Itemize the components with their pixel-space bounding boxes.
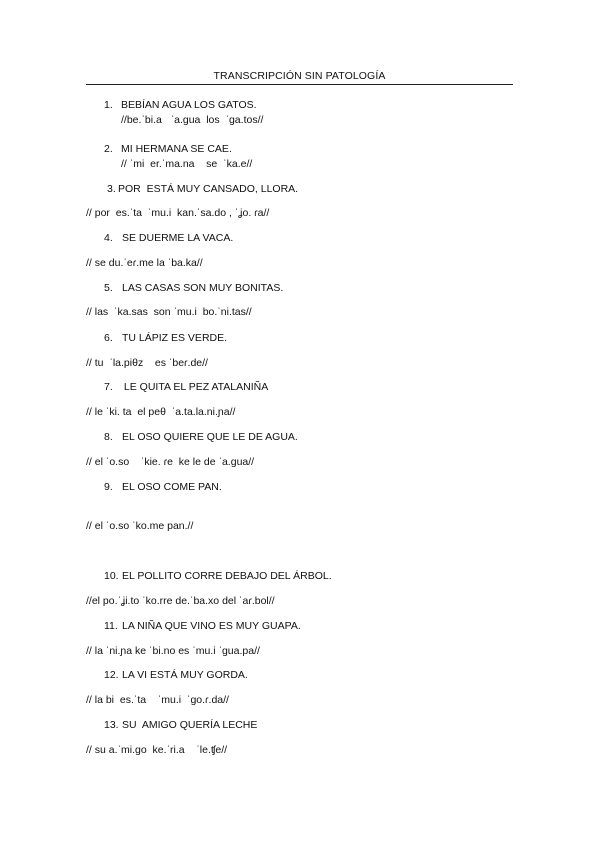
item-number: 10.	[104, 570, 119, 582]
item-transcription: // se du.ˈeɾ.me la ˈba.ka//	[86, 257, 203, 269]
item-transcription: // su a.ˈmi.go ke.ˈri.a ˈle.ʧe//	[86, 744, 228, 756]
document-title: TRANSCRIPCIÓN SIN PATOLOGÍA	[213, 70, 386, 82]
item-sentence: LA NIÑA QUE VINO ES MUY GUAPA.	[122, 620, 301, 632]
item-number: 4.	[104, 232, 113, 244]
item-sentence: BEBÍAN AGUA LOS GATOS.	[121, 99, 257, 111]
item-transcription: // las ˈka.sas son ˈmu.i bo.ˈni.tas//	[86, 306, 252, 318]
title-underline	[86, 84, 513, 85]
item-sentence: EL POLLITO CORRE DEBAJO DEL ÁRBOL.	[122, 570, 332, 582]
item-number: 3.	[107, 183, 116, 195]
item-sentence: SE DUERME LA VACA.	[122, 232, 234, 244]
item-transcription: // tu ˈla.piθz es ˈbeɾ.de//	[86, 357, 208, 369]
item-sentence: EL OSO QUIERE QUE LE DE AGUA.	[122, 431, 298, 443]
item-sentence: POR ESTÁ MUY CANSADO, LLORA.	[118, 183, 299, 195]
item-number: 6.	[104, 332, 113, 344]
item-transcription: // la ˈni.ɲa ke ˈbi.no es ˈmu.i ˈgua.pa//	[86, 645, 260, 657]
item-sentence: EL OSO COME PAN.	[122, 481, 222, 493]
item-sentence: LE QUITA EL PEZ ATALANIÑA	[121, 381, 269, 393]
item-transcription: // ˈmi er.ˈma.na se ˈka.e//	[121, 158, 253, 170]
item-sentence: TU LÁPIZ ES VERDE.	[122, 332, 228, 344]
item-sentence: LAS CASAS SON MUY BONITAS.	[122, 282, 284, 294]
item-number: 12.	[104, 669, 119, 681]
item-transcription: // por es.ˈta ˈmu.i kan.ˈsa.do , ˈʝo. ɾa//	[86, 207, 270, 219]
item-number: 9.	[104, 481, 113, 493]
item-transcription: //el po.ˈʝi.to ˈko.rre de.ˈba.xo del ˈaɾ.bol//	[86, 595, 275, 607]
item-number: 1.	[104, 99, 113, 111]
item-transcription: // el ˈo.so ˈko.me pan.//	[86, 520, 194, 532]
item-transcription: // el ˈo.so ˈkie. ɾe ke le de ˈa.gua//	[86, 456, 255, 468]
item-number: 5.	[104, 282, 113, 294]
item-number: 2.	[104, 143, 113, 155]
item-transcription: // le ˈki. ta el peθ ˈa.ta.la.ni.ɲa//	[86, 406, 236, 418]
item-transcription: //be.ˈbi.a ˈa.gua los ˈga.tos//	[121, 114, 264, 126]
item-sentence: LA VI ESTÁ MUY GORDA.	[122, 669, 248, 681]
item-transcription: // la bi es.ˈta ˈmu.i ˈgo.ɾ.da//	[86, 694, 229, 706]
item-number: 13.	[104, 719, 119, 731]
item-number: 11.	[104, 620, 118, 632]
item-number: 8.	[104, 431, 113, 443]
item-sentence: MI HERMANA SE CAE.	[121, 143, 232, 155]
item-sentence: SU AMIGO QUERÍA LECHE	[122, 719, 258, 731]
item-number: 7.	[104, 381, 113, 393]
